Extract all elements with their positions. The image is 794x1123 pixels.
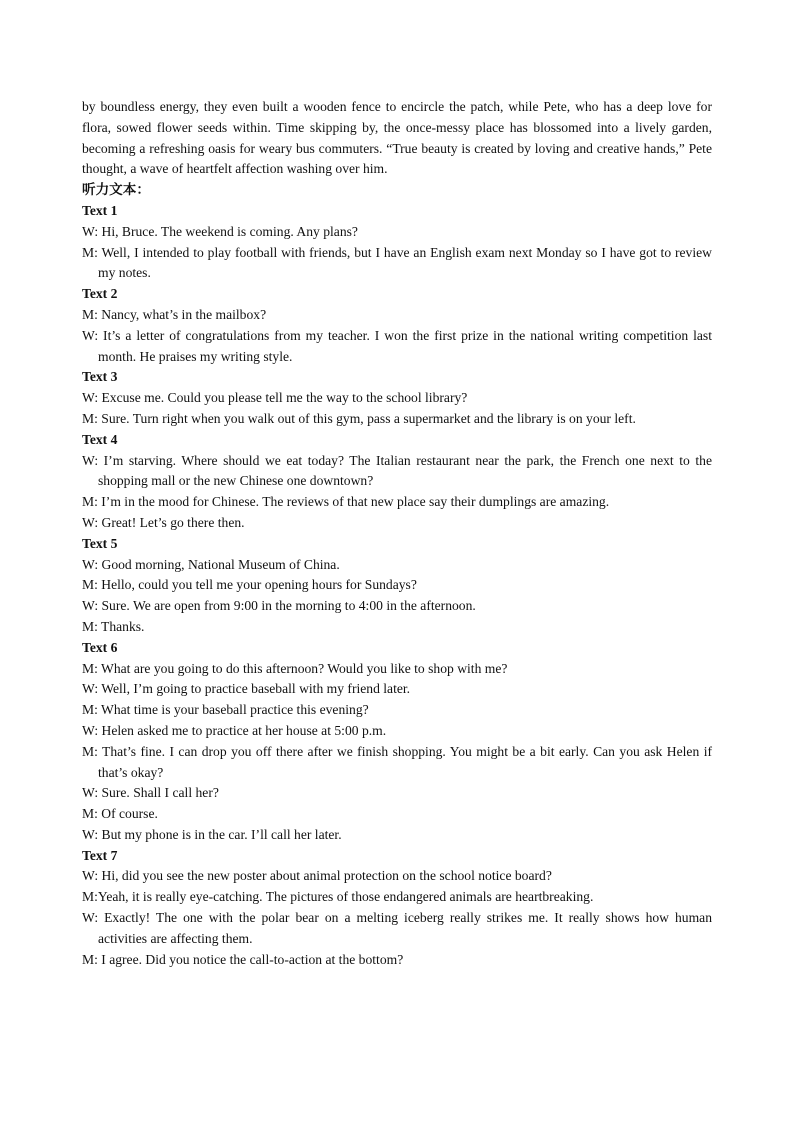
dialogue-line: M: Hello, could you tell me your opening hours for Sundays? bbox=[82, 577, 417, 593]
dialogue-line: W: Sure. Shall I call her? bbox=[82, 785, 219, 801]
dialogue-line: W: Well, I’m going to practice baseball with my friend later. bbox=[82, 681, 411, 697]
dialogue-line: W: Great! Let’s go there then. bbox=[82, 514, 245, 530]
text-section bbox=[82, 367, 712, 429]
dialogue-line: W: Sure. We are open from 9:00 in the morning to 4:00 in the afternoon. bbox=[82, 598, 476, 614]
dialogue-line: W: Excuse me. Could you please tell me the way to the school library? bbox=[82, 390, 468, 406]
dialogue-line: M: Thanks. bbox=[82, 618, 145, 634]
text-section bbox=[82, 430, 712, 534]
text-section bbox=[82, 284, 712, 367]
text-section bbox=[82, 846, 712, 971]
dialogue-line: M: That’s fine. I can drop you off there after we finish shopping. You might be a bit early. Can you ask Helen if that’s okay? bbox=[82, 743, 712, 780]
intro-paragraph: by boundless energy, they even built a wooden fence to encircle the patch, while Pete, who has a deep love for flora, sowed flower seeds within. Time skipping by, the once-messy place has blossomed into a lively garden, becoming a refreshing oasis for weary bus commuters. “True beauty is created by loving and creative hands,” Pete thought, a wave of heartfelt affection washing over him. bbox=[82, 99, 712, 177]
section-heading: 听力文本： bbox=[82, 182, 150, 198]
dialogue-line: W: Hi, Bruce. The weekend is coming. Any plans? bbox=[82, 223, 358, 239]
text-section bbox=[82, 534, 712, 638]
text-title: Text 3 bbox=[82, 369, 118, 385]
text-section bbox=[82, 638, 712, 846]
dialogue-line: M: Sure. Turn right when you walk out of this gym, pass a supermarket and the library is on your left. bbox=[82, 410, 636, 426]
text-title: Text 5 bbox=[82, 535, 118, 551]
document-page bbox=[82, 97, 712, 970]
text-title: Text 2 bbox=[82, 286, 118, 302]
text-title: Text 6 bbox=[82, 639, 118, 655]
listening-texts bbox=[82, 201, 712, 970]
dialogue-line: M: Well, I intended to play football with friends, but I have an English exam next Monday so I have got to review my notes. bbox=[82, 244, 712, 281]
text-section bbox=[82, 201, 712, 284]
dialogue-line: W: Helen asked me to practice at her house at 5:00 p.m. bbox=[82, 722, 387, 738]
dialogue-line: W: Good morning, National Museum of China. bbox=[82, 556, 340, 572]
dialogue-line: W: It’s a letter of congratulations from my teacher. I won the first prize in the national writing competition last month. He praises my writing style. bbox=[82, 327, 712, 364]
text-title: Text 4 bbox=[82, 431, 118, 447]
dialogue-line: M: I’m in the mood for Chinese. The reviews of that new place say their dumplings are amazing. bbox=[82, 494, 610, 510]
dialogue-line: M:Yeah, it is really eye-catching. The pictures of those endangered animals are heartbreaking. bbox=[82, 889, 594, 905]
dialogue-line: M: I agree. Did you notice the call-to-action at the bottom? bbox=[82, 951, 404, 967]
dialogue-line: M: What time is your baseball practice this evening? bbox=[82, 702, 369, 718]
text-title: Text 7 bbox=[82, 847, 118, 863]
dialogue-line: W: Hi, did you see the new poster about animal protection on the school notice board? bbox=[82, 868, 552, 884]
dialogue-line: W: But my phone is in the car. I’ll call her later. bbox=[82, 826, 342, 842]
dialogue-line: W: I’m starving. Where should we eat today? The Italian restaurant near the park, the French one next to the shopping mall or the new Chinese one downtown? bbox=[82, 452, 712, 489]
dialogue-line: M: Of course. bbox=[82, 806, 158, 822]
text-title: Text 1 bbox=[82, 202, 118, 218]
dialogue-line: M: What are you going to do this afternoon? Would you like to shop with me? bbox=[82, 660, 508, 676]
dialogue-line: W: Exactly! The one with the polar bear on a melting iceberg really strikes me. It really shows how human activities are affecting them. bbox=[82, 910, 712, 946]
dialogue-line: M: Nancy, what’s in the mailbox? bbox=[82, 306, 267, 322]
